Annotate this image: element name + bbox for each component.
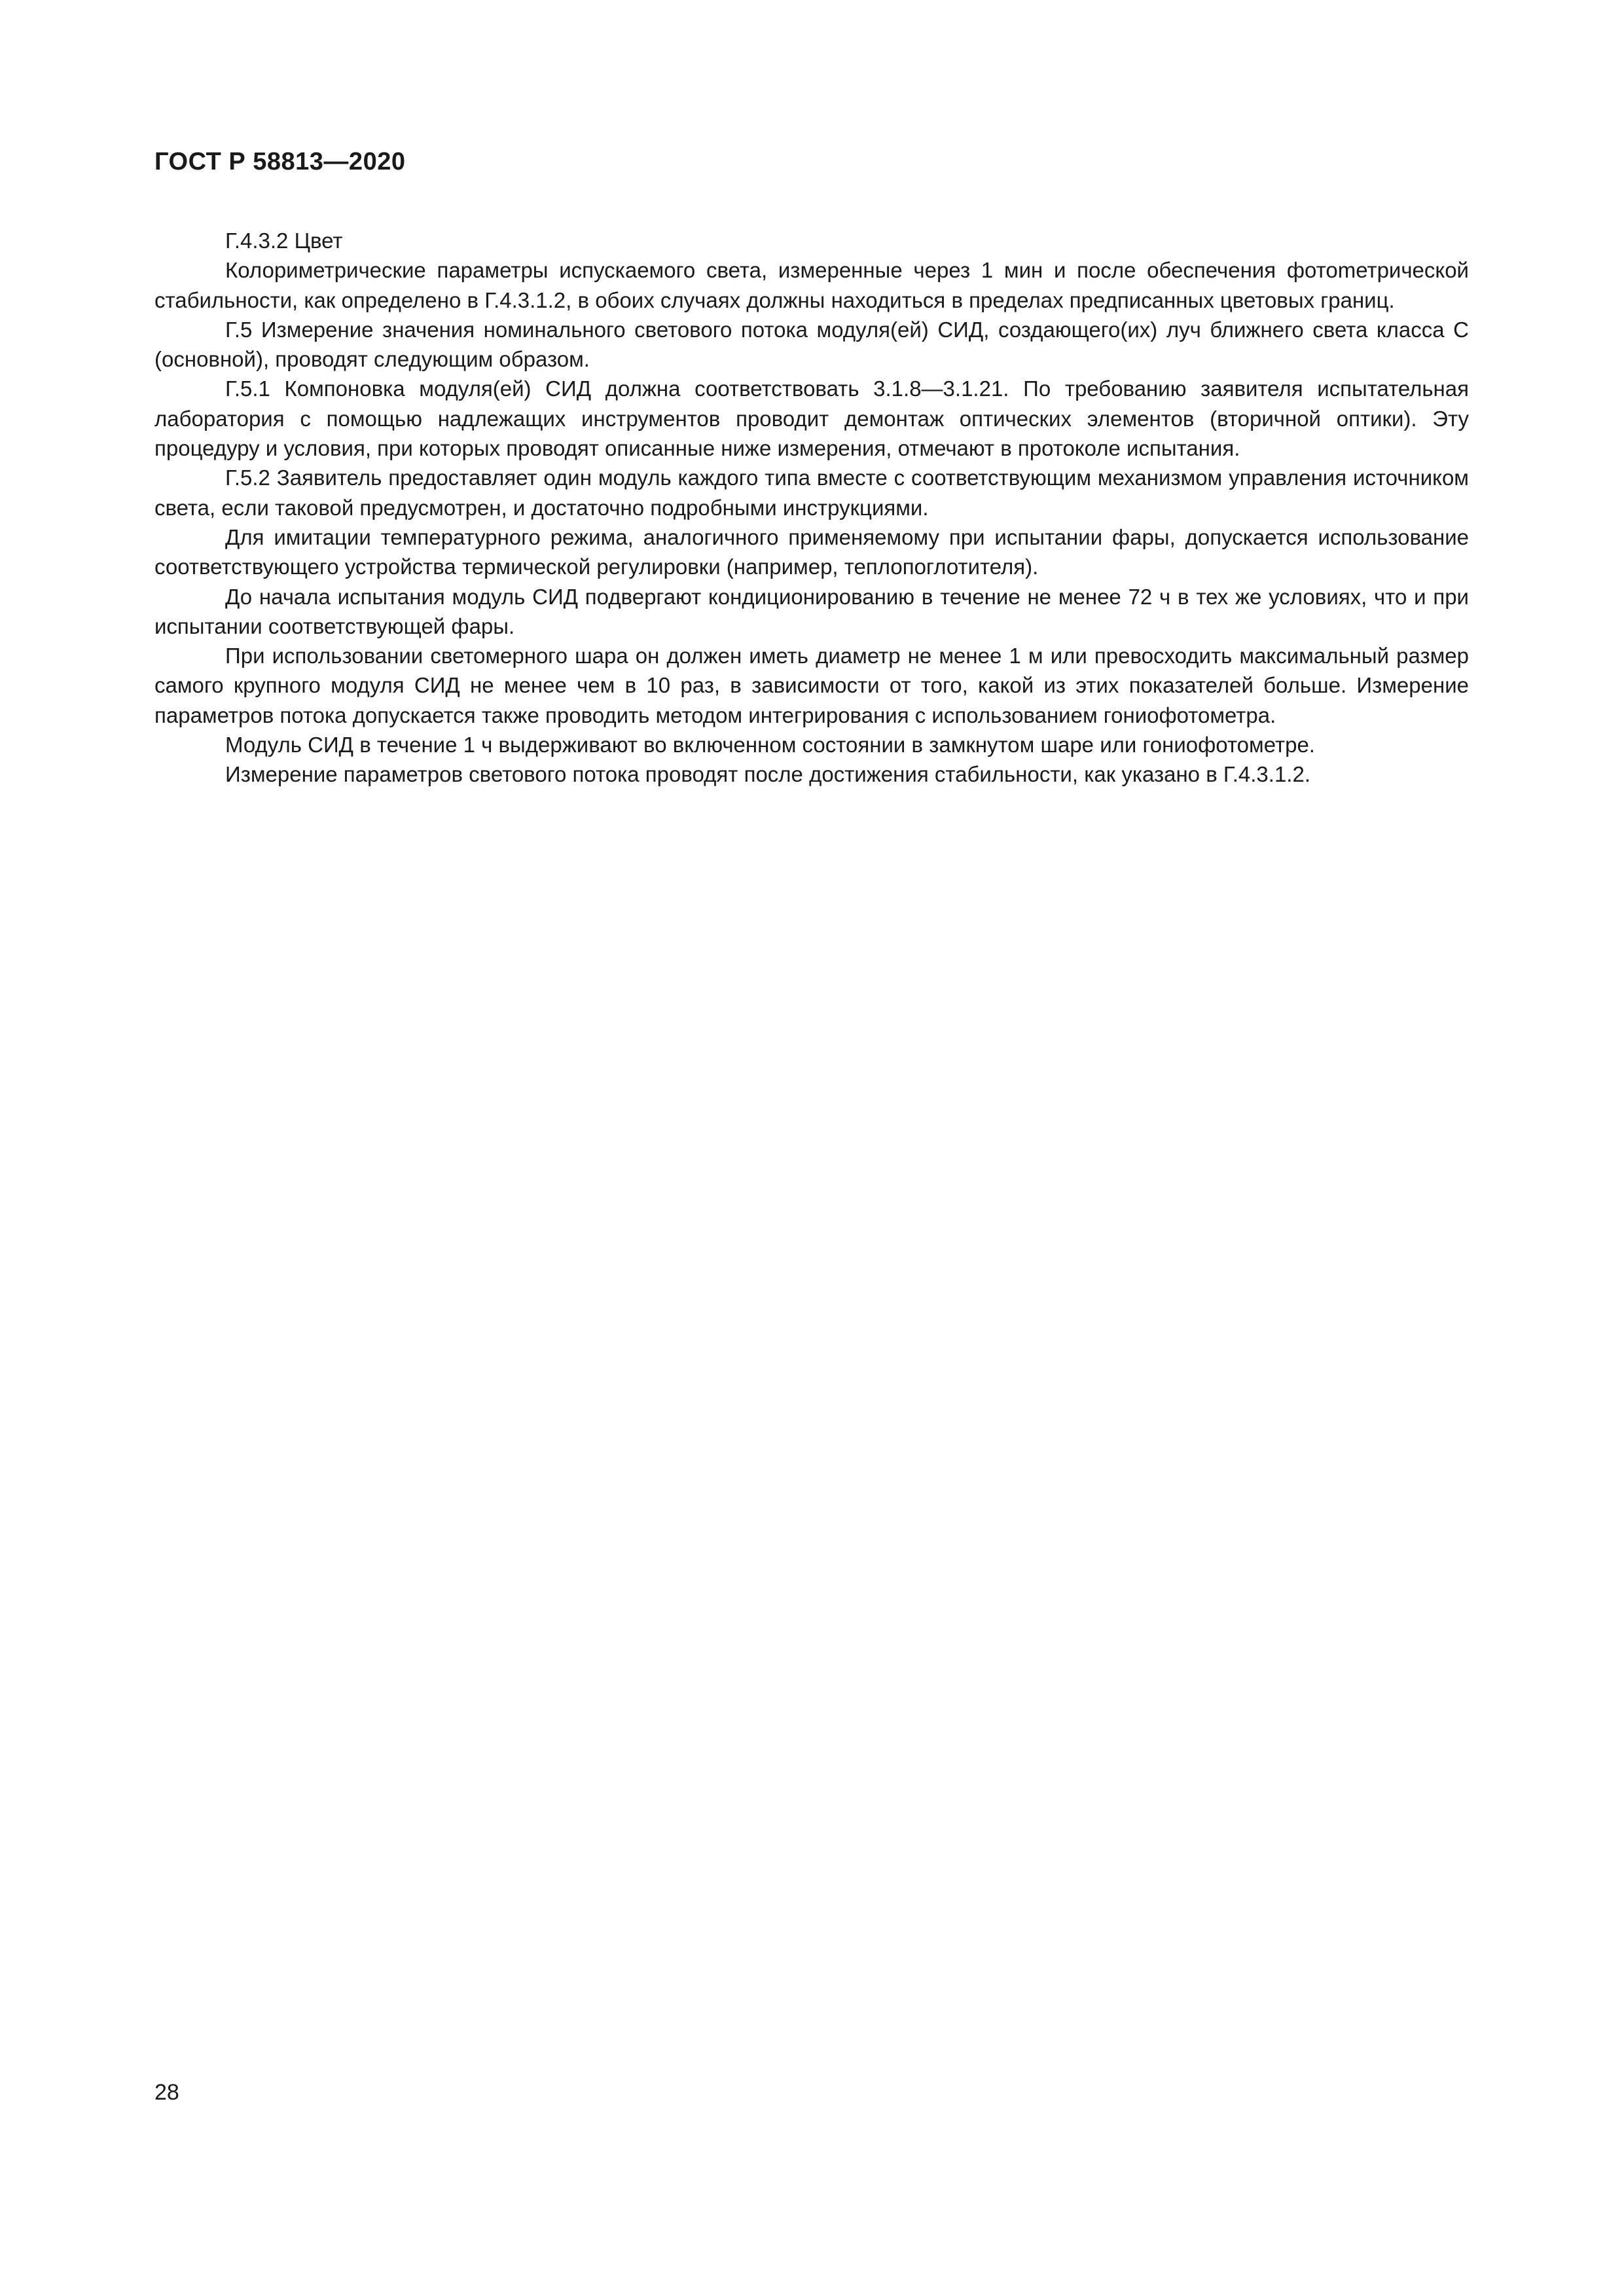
paragraph-colorimetric: Колориметрические параметры испускаемого света, измеренные через 1 мин и после обеспечения фотоmетрической стабильности, как определено в Г.4.3.1.2, в обоих случаях должны находиться в пределах предписанных цветовых границ. bbox=[154, 258, 1469, 312]
paragraph-warmup: Модуль СИД в течение 1 ч выдерживают во включенном состоянии в замкнутом шаре или гониофотометре. bbox=[225, 733, 1315, 757]
page-number: 28 bbox=[154, 2080, 179, 2105]
paragraph-sphere: При использовании светомерного шара он должен иметь диаметр не менее 1 м или превосходить максимальный размер самого крупного модуля СИД не менее чем в 10 раз, в зависимости от того, какой из этих показателей больше. Измерение параметров потока допускается также проводить методом интегрирования с использованием гониофотометра. bbox=[154, 644, 1469, 727]
document-code-header: ГОСТ Р 58813—2020 bbox=[154, 148, 406, 175]
paragraph-g5: Г.5 Измерение значения номинального светового потока модуля(ей) СИД, создающего(их) луч ближнего света класса С (основной), проводят следующим образом. bbox=[154, 317, 1469, 372]
paragraph-conditioning: До начала испытания модуль СИД подвергают кондиционированию в течение не менее 72 ч в тех же условиях, что и при испытании соответствующей фары. bbox=[154, 584, 1469, 638]
paragraph-g51: Г.5.1 Компоновка модуля(ей) СИД должна соответствовать 3.1.8—3.1.21. По требованию заявителя испытательная лаборатория с помощью надлежащих инструментов проводит демонтаж оптических элементов (вторичной оптики). Эту процедуру и условия, при которых проводят описанные ниже измерения, отмечают в протоколе испытания. bbox=[154, 376, 1469, 461]
paragraph-g432-heading: Г.4.3.2 Цвет bbox=[225, 228, 343, 253]
paragraph-thermal: Для имитации температурного режима, аналогичного применяемому при испытании фары, допускается использование соответствующего устройства термической регулировки (например, теплопоглотителя). bbox=[154, 524, 1469, 579]
body-text bbox=[154, 226, 1469, 790]
paragraph-g52: Г.5.2 Заявитель предоставляет один модуль каждого типа вместе с соответствующим механизмом управления источником света, если таковой предусмотрен, и достаточно подробными инструкциями. bbox=[154, 465, 1469, 520]
paragraph-measurement: Измерение параметров светового потока проводят после достижения стабильности, как указано в Г.4.3.1.2. bbox=[225, 762, 1310, 787]
